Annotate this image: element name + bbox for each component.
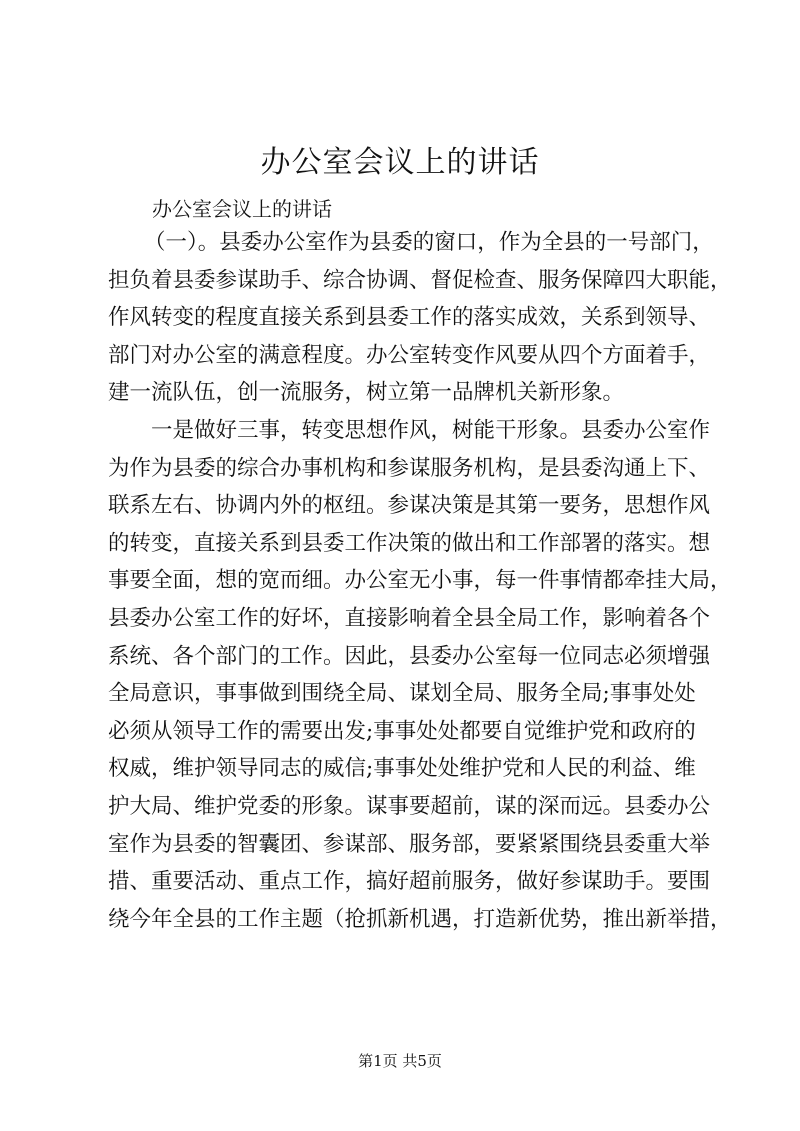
paragraph-line: 一是做好三事，转变思想作风，树能干形象。县委办公室作: [151, 418, 711, 443]
paragraph-line: 室作为县委的智囊团、参谋部、服务部，要紧紧围绕县委重大举: [108, 831, 711, 857]
document-subtitle: 办公室会议上的讲话: [152, 197, 332, 221]
paragraph-line: 权威，维护领导同志的威信;事事处处维护党和人民的利益、维: [108, 756, 696, 782]
paragraph-line: （一）。县委办公室作为县委的窗口，作为全县的一号部门，: [144, 230, 714, 255]
paragraph-line: 作风转变的程度直接关系到县委工作的落实成效，关系到领导、: [108, 305, 711, 331]
page-number-footer: 第1页 共5页: [358, 1052, 442, 1070]
paragraph-line: 部门对办公室的满意程度。办公室转变作风要从四个方面着手，: [108, 342, 711, 368]
paragraph-line: 联系左右、协调内外的枢纽。参谋决策是其第一要务，思想作风: [108, 493, 711, 519]
paragraph-1: [108, 224, 732, 412]
paragraph-line: 措、重要活动、重点工作，搞好超前服务，做好参谋助手。要围: [108, 869, 711, 895]
paragraph-line: 系统、各个部门的工作。因此，县委办公室每一位同志必须增强: [108, 643, 711, 669]
paragraph-line: 县委办公室工作的好坏，直接影响着全县全局工作，影响着各个: [108, 605, 711, 631]
paragraph-line: 建一流队伍，创一流服务，树立第一品牌机关新形象。: [108, 380, 625, 406]
paragraph-line: 全局意识，事事做到围绕全局、谋划全局、服务全局;事事处处: [108, 681, 696, 707]
paragraph-line: 护大局、维护党委的形象。谋事要超前，谋的深而远。县委办公: [108, 793, 711, 819]
paragraph-line: 担负着县委参谋助手、综合协调、督促检查、服务保障四大职能，: [108, 267, 732, 293]
paragraph-2: [108, 412, 732, 938]
paragraph-line: 事要全面，想的宽而细。办公室无小事，每一件事情都牵挂大局，: [108, 568, 732, 594]
paragraph-line: 绕今年全县的工作主题（抢抓新机遇，打造新优势，推出新举措，: [108, 906, 732, 932]
paragraph-line: 必须从领导工作的需要出发;事事处处都要自觉维护党和政府的: [108, 718, 696, 744]
document-title: 办公室会议上的讲话: [260, 145, 540, 180]
paragraph-line: 为作为县委的综合办事机构和参谋服务机构，是县委沟通上下、: [108, 455, 711, 481]
paragraph-line: 的转变，直接关系到县委工作决策的做出和工作部署的落实。想: [108, 530, 711, 556]
